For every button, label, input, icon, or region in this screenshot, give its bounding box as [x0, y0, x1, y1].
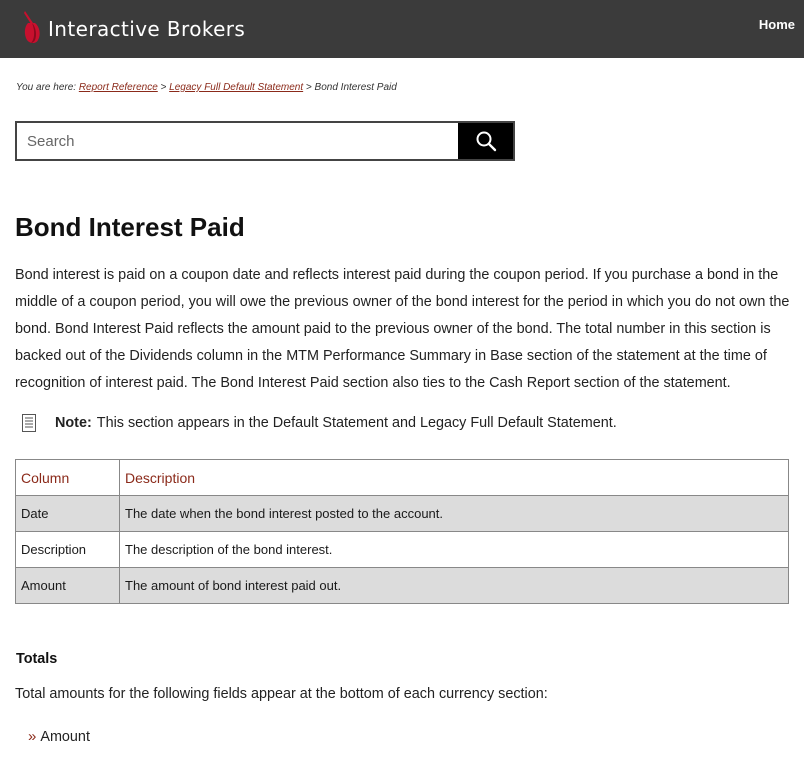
table-row	[16, 496, 789, 532]
table-cell-description: The amount of bond interest paid out.	[120, 568, 789, 604]
note-icon	[22, 414, 36, 432]
table-cell-description: The date when the bond interest posted to the account.	[120, 496, 789, 532]
breadcrumb-link-legacy-full-default-statement[interactable]: Legacy Full Default Statement	[169, 82, 304, 93]
fields-table	[15, 459, 789, 604]
breadcrumb-current: Bond Interest Paid	[314, 82, 397, 93]
table-cell-column: Amount	[16, 568, 120, 604]
search-input[interactable]	[17, 123, 458, 159]
totals-description: Total amounts for the following fields appear at the bottom of each currency section:	[15, 686, 548, 702]
table-cell-column: Date	[16, 496, 120, 532]
intro-paragraph: Bond interest is paid on a coupon date and reflects interest paid during the coupon period. If you purchase a bond in the middle of a coupon period, you will owe the previous owner of the bond interest for the period in which you do not own the bond. Bond Interest Paid reflects the amount paid to the previous owner of the bond. The total number in this section is backed out of the Dividends column in the MTM Performance Summary in Base section of the statement at the time of recognition of interest paid. The Bond Interest Paid section also ties to the Cash Report section of the statement.	[15, 267, 790, 391]
ib-logo-icon[interactable]	[22, 9, 42, 45]
column-header-column: Column	[16, 460, 120, 496]
chevron-right-icon: »	[28, 728, 35, 745]
totals-heading: Totals	[16, 651, 58, 667]
breadcrumb	[16, 82, 397, 93]
table-header-row	[16, 460, 789, 496]
search-bar	[15, 121, 515, 161]
breadcrumb-separator: >	[160, 82, 167, 93]
search-icon	[475, 130, 497, 152]
list-item	[28, 728, 90, 745]
column-header-description: Description	[120, 460, 789, 496]
list-item-label: Amount	[40, 728, 90, 745]
table-cell-description: The description of the bond interest.	[120, 532, 789, 568]
page-title: Bond Interest Paid	[15, 212, 245, 242]
table-row	[16, 532, 789, 568]
brand-name[interactable]: Interactive Brokers	[48, 17, 246, 41]
note-callout	[22, 414, 617, 432]
search-button[interactable]	[458, 123, 513, 159]
note-label: Note:	[55, 415, 92, 431]
home-link[interactable]: Home	[758, 17, 795, 32]
note-text: This section appears in the Default Statement and Legacy Full Default Statement.	[96, 415, 617, 431]
top-nav-bar	[0, 0, 804, 58]
breadcrumb-prefix: You are here:	[16, 82, 77, 93]
breadcrumb-separator: >	[305, 82, 312, 93]
table-row	[16, 568, 789, 604]
table-cell-column: Description	[16, 532, 120, 568]
breadcrumb-link-report-reference[interactable]: Report Reference	[78, 82, 158, 93]
